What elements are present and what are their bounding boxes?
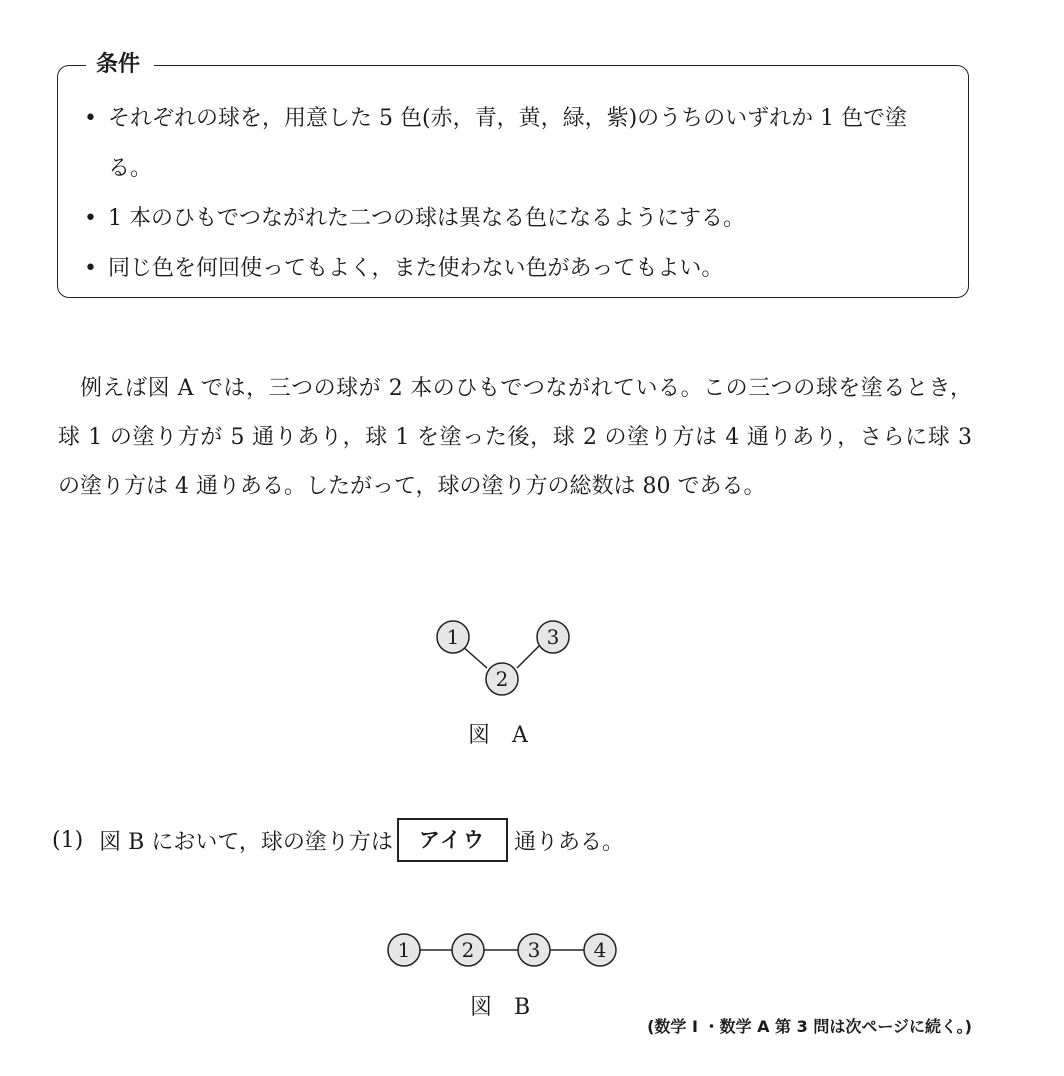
question-1 [52, 818, 624, 862]
condition-item [82, 94, 948, 194]
figure-b-label: 図 B [470, 995, 531, 1020]
answer-box: アイウ [397, 818, 508, 862]
ball-label: 2 [461, 938, 475, 962]
question-text-after: 通りある。 [514, 829, 625, 855]
string-2-3 [517, 644, 541, 668]
condition-text: それぞれの球を，用意した 5 色(赤，青，黄，緑，紫)のうちのいずれか 1 色で塗る。 [108, 106, 908, 181]
condition-text: 同じ色を何回使ってもよく，また使わない色があってもよい。 [108, 256, 724, 281]
ball-label: 3 [546, 625, 560, 649]
question-text: 図 B において，球の塗り方は [99, 829, 393, 855]
ball-label: 4 [593, 938, 607, 962]
conditions-title: 条件 [86, 48, 154, 82]
bullet: • [84, 106, 97, 131]
condition-item [82, 244, 948, 294]
continuation-note: (数学 I ・数学 A 第 3 問は次ページに続く。) [647, 1017, 972, 1036]
figure-a [420, 610, 590, 710]
bullet: • [84, 256, 97, 281]
conditions-box [57, 52, 969, 298]
condition-text: 1 本のひもでつながれた二つの球は異なる色になるようにする。 [108, 206, 745, 231]
question-number: (1) [52, 827, 84, 853]
ball-label: 2 [495, 667, 509, 691]
ball-label: 3 [527, 938, 541, 962]
figure-b [380, 926, 630, 976]
conditions-list [82, 94, 948, 294]
ball-label: 1 [397, 938, 411, 962]
condition-item [82, 194, 948, 244]
example-paragraph: 例えば図 A では，三つの球が 2 本のひもでつながれている。この三つの球を塗るとき，球 1 の塗り方が 5 通りあり，球 1 を塗った後，球 2 の塗り方は 4 通りあり，さらに球 3 の塗り方は 4 通りある。したがって，球の塗り方の総数は 80 である。 [58, 376, 972, 499]
figure-a-label: 図 A [468, 723, 528, 748]
bullet: • [84, 206, 97, 231]
ball-label: 1 [446, 625, 460, 649]
